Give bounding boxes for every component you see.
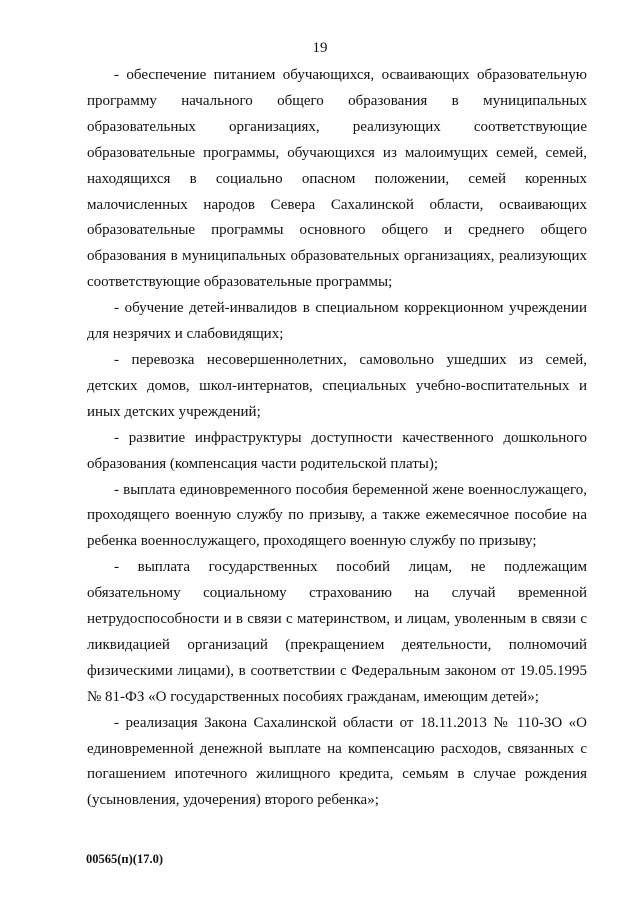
paragraph-state-benefits: - выплата государственных пособий лицам, не подлежащим обязательному социальному страхованию на случай временной нетрудоспособности и в связи с материнством, и лицам, уволенным в связи с ликвидацией организаций (прекращением деятельности, полномочий физическими лицами), в соответствии с Федеральным законом от 19.05.1995 № 81-ФЗ «О государственных пособиях гражданам, имеющим детей»; [87, 559, 587, 705]
page-number: 19 [312, 40, 328, 56]
paragraph-disabled-children-education: - обучение детей-инвалидов в специальном коррекционном учреждении для незрячих и слабовидящих; [87, 300, 587, 343]
document-body [87, 63, 587, 814]
paragraph-minors-transport: - перевозка несовершеннолетних, самовольно ушедших из семей, детских домов, школ-интернатов, специальных учебно-воспитательных и иных детских учреждений; [87, 351, 587, 420]
paragraph-preschool-infrastructure: - развитие инфраструктуры доступности качественного дошкольного образования (компенсация части родительской платы); [87, 429, 587, 472]
paragraph-nutrition: - обеспечение питанием обучающихся, осваивающих образовательную программу начального общего образования в муниципальных образовательных организациях, реализующих соответствующие образовательные программы, обучающихся из малоимущих семей, семей, находящихся в социально опасном положении, семей коренных малочисленных народов Севера Сахалинской области, осваивающих образовательные программы основного общего и среднего общего образования в муниципальных образовательных организациях, реализующих соответствующие образовательные программы; [87, 67, 587, 291]
paragraph-mortgage-compensation: - реализация Закона Сахалинской области от 18.11.2013 № 110-ЗО «О единовременной денежной выплате на компенсацию расходов, связанных с погашением ипотечного жилищного кредита, семьям в случае рождения (усыновления, удочерения) второго ребенка»; [87, 714, 587, 809]
document-code: 00565(п)(17.0) [86, 852, 163, 866]
paragraph-military-family-allowance: - выплата единовременного пособия беременной жене военнослужащего, проходящего военную службу по призыву, а также ежемесячное пособие на ребенка военнослужащего, проходящего военную службу по призыву; [87, 481, 587, 550]
